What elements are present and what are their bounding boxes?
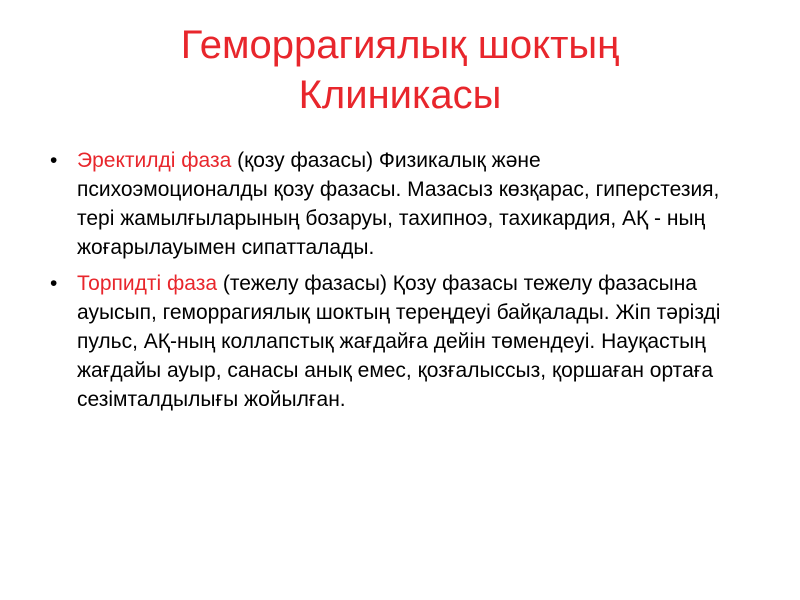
- bullet-icon: •: [50, 272, 58, 295]
- bullet-item-erectile-phase: [50, 146, 730, 262]
- bullet-icon: •: [50, 149, 58, 172]
- bullet-list: [50, 146, 730, 421]
- phase-description-erectile: (қозу фазасы) Физикалық және психоэмоционалды қозу фазасы. Мазасыз көзқарас, гиперстезия, тері жамылғыларының бозаруы, тахипноэ, тахикардия, АҚ - ның жоғарылауымен сипатталады.: [77, 149, 720, 259]
- slide-title: [0, 20, 800, 120]
- phase-name-erectile: Эректилді фаза: [77, 149, 232, 172]
- phase-name-torpid: Торпидті фаза: [77, 272, 218, 295]
- slide-title-line-1: Геморрагиялық шоктың: [180, 23, 620, 67]
- phase-description-torpid: (тежелу фазасы) Қозу фазасы тежелу фазасына ауысып, геморрагиялық шоктың тереңдеуі байқалады. Жіп тәрізді пульс, АҚ-ның коллапстық жағдайға дейін төмендеуі. Науқастың жағдайы ауыр, санасы анық емес, қозғалыссыз, қоршаған ортаға сезімталдылығы жойылған.: [77, 272, 721, 411]
- slide-title-line-2: Клиникасы: [298, 73, 502, 117]
- bullet-item-torpid-phase: [50, 269, 730, 414]
